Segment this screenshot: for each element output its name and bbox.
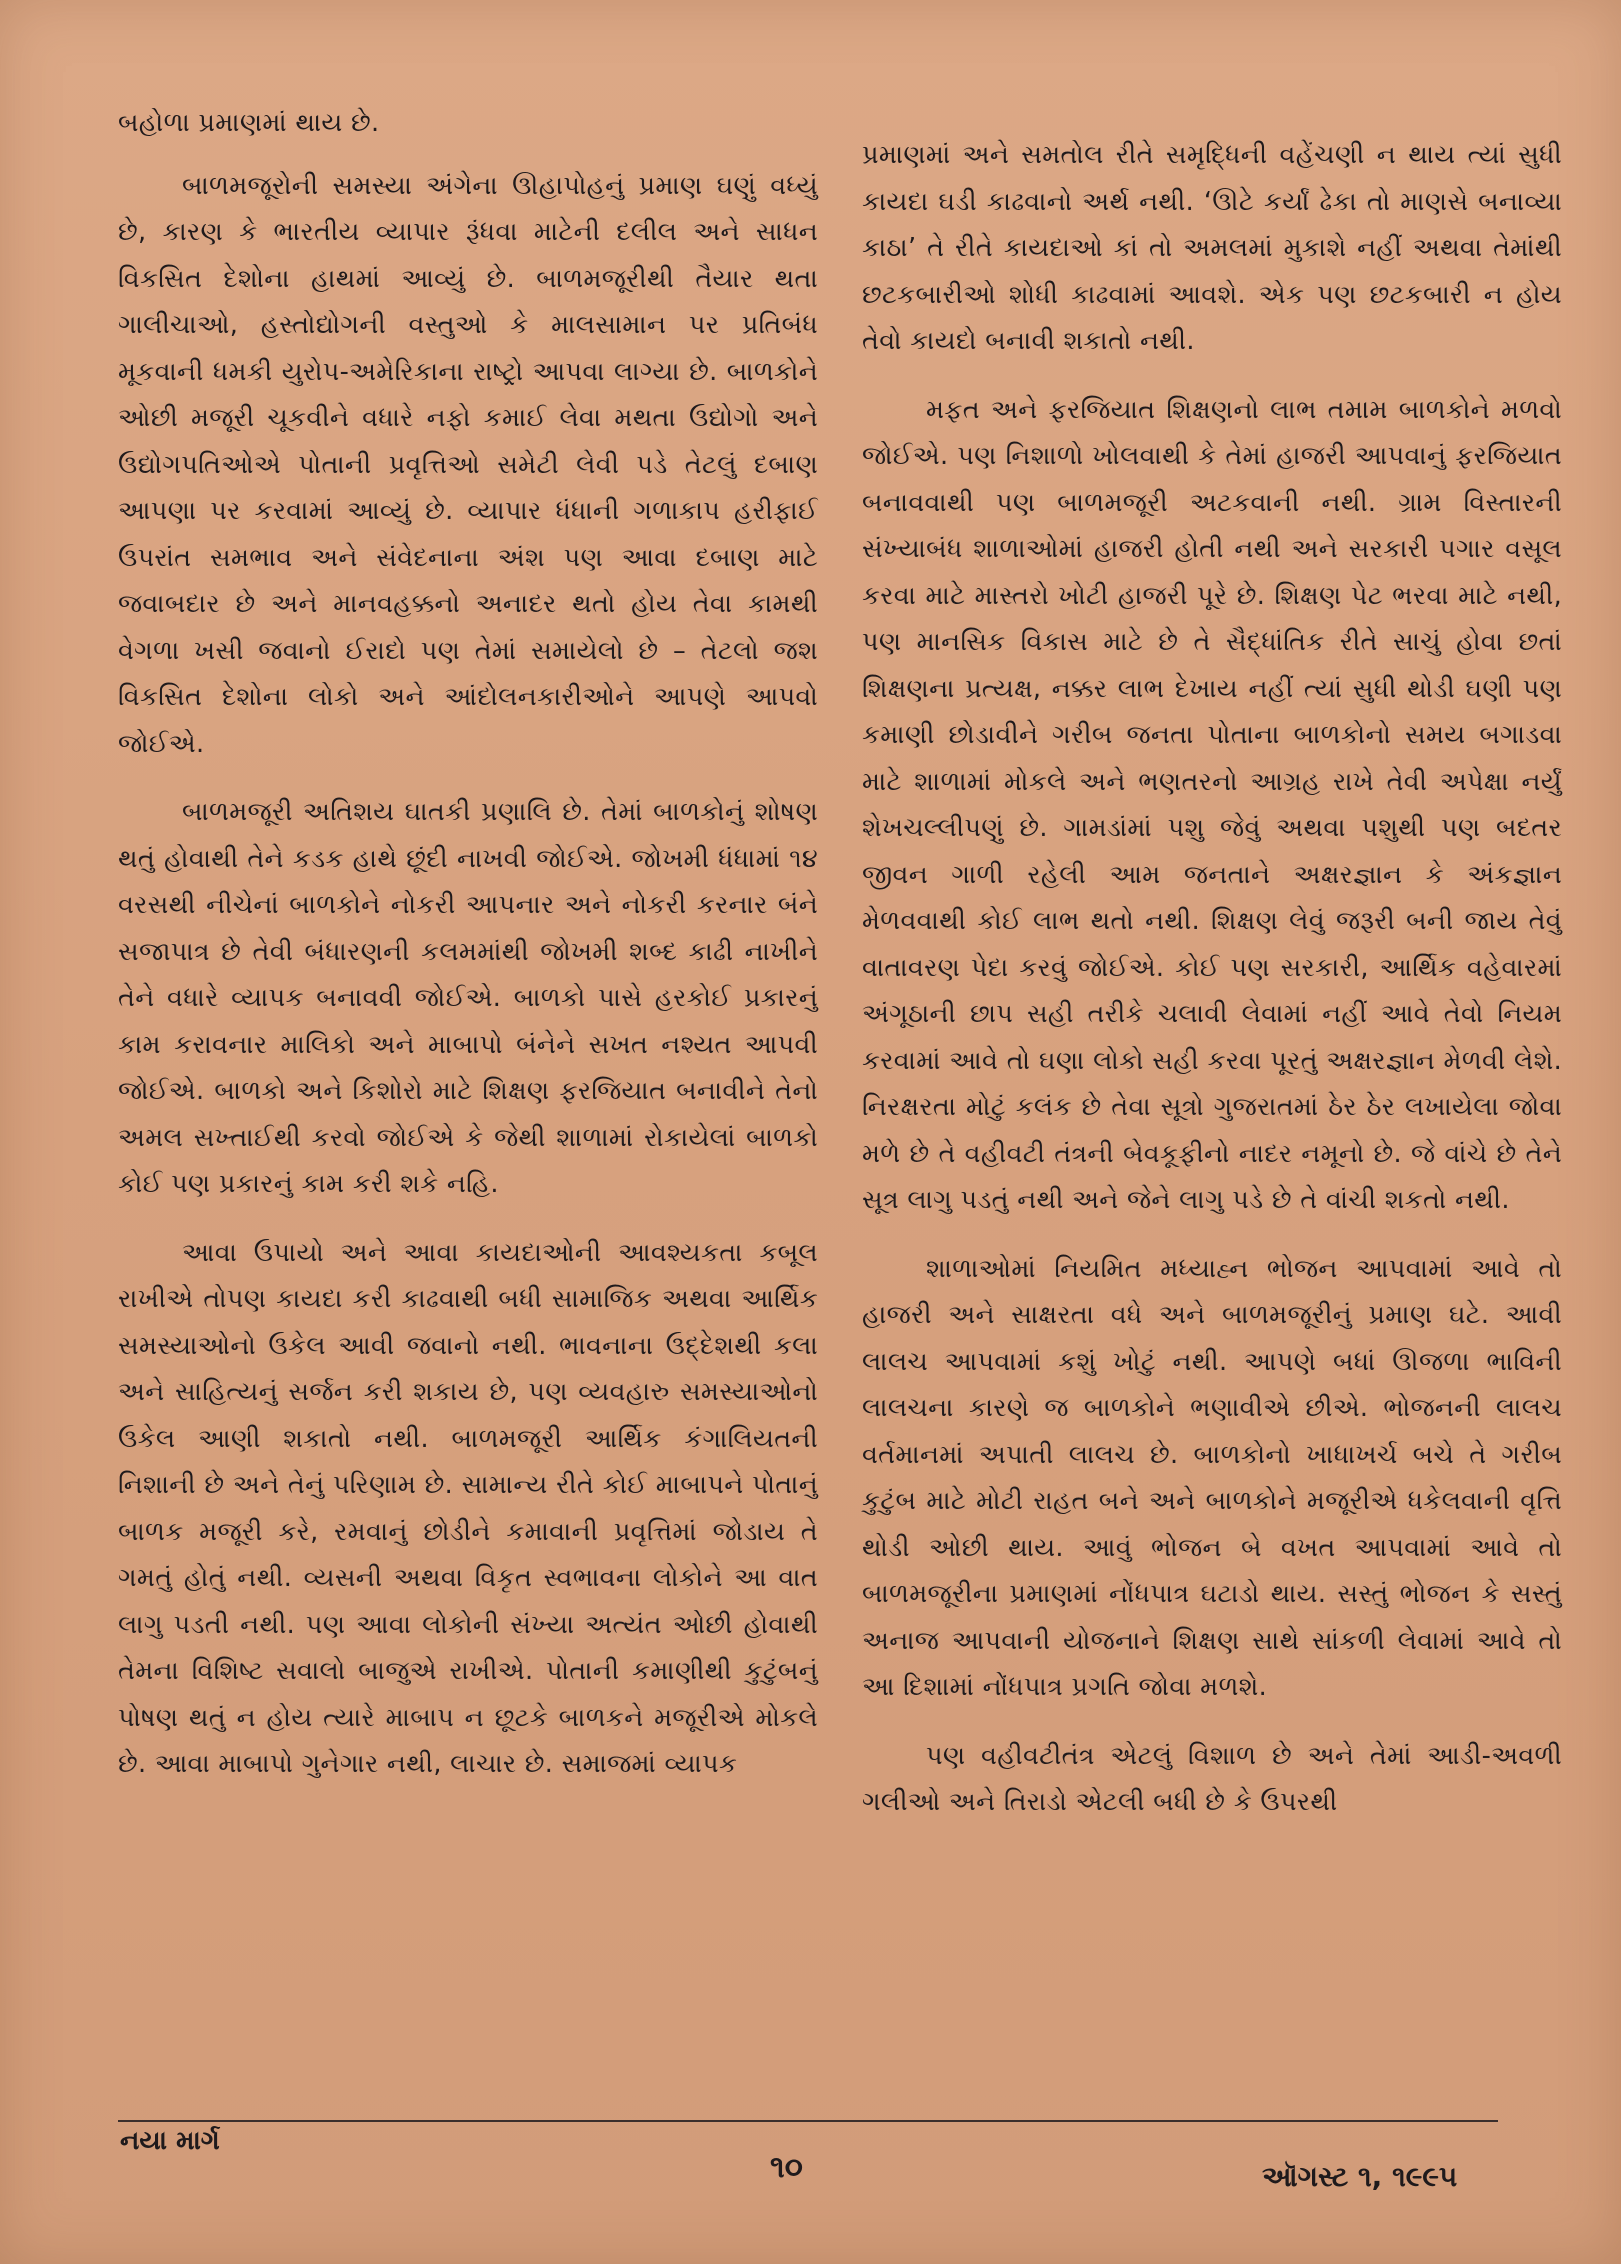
paragraph: બાળમજૂરી અતિશય ઘાતકી પ્રણાલિ છે. તેમાં બાળકોનું શોષણ થતું હોવાથી તેને કડક હાથે છૂંદી નાખવી જોઈએ. જોખમી ધંધામાં ૧૪ વરસથી નીચેનાં બાળકોને નોકરી આપનાર અને નોકરી કરનાર બંને સજાપાત્ર છે તેવી બંધારણની કલમમાંથી જોખમી શબ્દ કાઢી નાખીને તેને વધારે વ્યાપક બનાવવી જોઈએ. બાળકો પાસે હરકોઈ પ્રકારનું કામ કરાવનાર માલિકો અને માબાપો બંનેને સખત નશ્યત આપવી જોઈએ. બાળકો અને કિશોરો માટે શિક્ષણ ફરજિયાત બનાવીને તેનો અમલ સખ્તાઈથી કરવો જોઈએ કે જેથી શાળામાં રોકાયેલાં બાળકો કોઈ પણ પ્રકારનું કામ કરી શકે નહિ. bbox=[118, 797, 818, 1199]
paragraph: શાળાઓમાં નિયમિત મધ્યાહ્ન ભોજન આપવામાં આવે તો હાજરી અને સાક્ષરતા વધે અને બાળમજૂરીનું પ્રમાણ ઘટે. આવી લાલચ આપવામાં કશું ખોટું નથી. આપણે બધાં ઊજળા ભાવિની લાલચના કારણે જ બાળકોને ભણાવીએ છીએ. ભોજનની લાલચ વર્તમાનમાં અપાતી લાલચ છે. બાળકોનો ખાધાખર્ચ બચે તે ગરીબ કુટુંબ માટે મોટી રાહત બને અને બાળકોને મજૂરીએ ધકેલવાની વૃત્તિ થોડી ઓછી થાય. આવું ભોજન બે વખત આપવામાં આવે તો બાળમજૂરીના પ્રમાણમાં નોંધપાત્ર ઘટાડો થાય. સસ્તું ભોજન કે સસ્તું અનાજ આપવાની યોજનાને શિક્ષણ સાથે સાંકળી લેવામાં આવે તો આ દિશામાં નોંધપાત્ર પ્રગતિ જોવા મળશે. bbox=[862, 1253, 1562, 1702]
paragraph: બહોળા પ્રમાણમાં થાય છે. bbox=[118, 108, 380, 138]
page-number: ૧૦ bbox=[770, 2150, 803, 2185]
left-column bbox=[118, 100, 818, 1810]
issue-date: ઑગસ્ટ ૧, ૧૯૯૫ bbox=[1262, 2160, 1458, 2193]
footer-divider bbox=[118, 2120, 1498, 2122]
paragraph: બાળમજૂરોની સમસ્યા અંગેના ઊહાપોહનું પ્રમાણ ઘણું વધ્યું છે, કારણ કે ભારતીય વ્યાપાર રૂંધવા માટેની દલીલ અને સાધન વિકસિત દેશોના હાથમાં આવ્યું છે. બાળમજૂરીથી તૈયાર થતા ગાલીચાઓ, હસ્તોદ્યોગની વસ્તુઓ કે માલસામાન પર પ્રતિબંધ મૂકવાની ધમકી યુરોપ-અમેરિકાના રાષ્ટ્રો આપવા લાગ્યા છે. બાળકોને ઓછી મજૂરી ચૂકવીને વધારે નફો કમાઈ લેવા મથતા ઉદ્યોગો અને ઉદ્યોગપતિઓએ પોતાની પ્રવૃત્તિઓ સમેટી લેવી પડે તેટલું દબાણ આપણા પર કરવામાં આવ્યું છે. વ્યાપાર ધંધાની ગળાકાપ હરીફાઈ ઉપરાંત સમભાવ અને સંવેદનાના અંશ પણ આવા દબાણ માટે જવાબદાર છે અને માનવહક્કનો અનાદર થતો હોય તેવા કામથી વેગળા ખસી જવાનો ઈરાદો પણ તેમાં સમાયેલો છે – તેટલો જશ વિકસિત દેશોના લોકો અને આંદોલનકારીઓને આપણે આપવો જોઈએ. bbox=[118, 170, 818, 759]
paragraph: મફત અને ફરજિયાત શિક્ષણનો લાભ તમામ બાળકોને મળવો જોઈએ. પણ નિશાળો ખોલવાથી કે તેમાં હાજરી આપવાનું ફરજિયાત બનાવવાથી પણ બાળમજૂરી અટકવાની નથી. ગ્રામ વિસ્તારની સંખ્યાબંધ શાળાઓમાં હાજરી હોતી નથી અને સરકારી પગાર વસૂલ કરવા માટે માસ્તરો ખોટી હાજરી પૂરે છે. શિક્ષણ પેટ ભરવા માટે નથી, પણ માનસિક વિકાસ માટે છે તે સૈદ્ધાંતિક રીતે સાચું હોવા છતાં શિક્ષણના પ્રત્યક્ષ, નક્કર લાભ દેખાય નહીં ત્યાં સુધી થોડી ઘણી પણ કમાણી છોડાવીને ગરીબ જનતા પોતાના બાળકોનો સમય બગાડવા માટે શાળામાં મોકલે અને ભણતરનો આગ્રહ રાખે તેવી અપેક્ષા નર્યું શેખચલ્લીપણું છે. ગામડાંમાં પશુ જેવું અથવા પશુથી પણ બદતર જીવન ગાળી રહેલી આમ જનતાને અક્ષરજ્ઞાન કે અંકજ્ઞાન મેળવવાથી કોઈ લાભ થતો નથી. શિક્ષણ લેવું જરૂરી બની જાય તેવું વાતાવરણ પેદા કરવું જોઈએ. કોઈ પણ સરકારી, આર્થિક વહેવારમાં અંગૂઠાની છાપ સહી તરીકે ચલાવી લેવામાં નહીં આવે તેવો નિયમ કરવામાં આવે તો ઘણા લોકો સહી કરવા પૂરતું અક્ષરજ્ઞાન મેળવી લેશે. નિરક્ષરતા મોટું કલંક છે તેવા સૂત્રો ગુજરાતમાં ઠેર ઠેર લખાયેલા જોવા મળે છે તે વહીવટી તંત્રની બેવકૂફીનો નાદર નમૂનો છે. જે વાંચે છે તેને સૂત્ર લાગુ પડતું નથી અને જેને લાગુ પડે છે તે વાંચી શકતો નથી. bbox=[862, 394, 1562, 1215]
paragraph: આવા ઉપાયો અને આવા કાયદાઓની આવશ્યકતા કબૂલ રાખીએ તોપણ કાયદા કરી કાઢવાથી બધી સામાજિક અથવા આર્થિક સમસ્યાઓનો ઉકેલ આવી જવાનો નથી. ભાવનાના ઉદ્દેશથી કલા અને સાહિત્યનું સર્જન કરી શકાય છે, પણ વ્યવહારુ સમસ્યાઓનો ઉકેલ આણી શકાતો નથી. બાળમજૂરી આર્થિક કંગાલિયતની નિશાની છે અને તેનું પરિણામ છે. સામાન્ય રીતે કોઈ માબાપને પોતાનું બાળક મજૂરી કરે, રમવાનું છોડીને કમાવાની પ્રવૃત્તિમાં જોડાય તે ગમતું હોતું નથી. વ્યસની અથવા વિકૃત સ્વભાવના લોકોને આ વાત લાગુ પડતી નથી. પણ આવા લોકોની સંખ્યા અત્યંત ઓછી હોવાથી તેમના વિશિષ્ટ સવાલો બાજુએ રાખીએ. પોતાની કમાણીથી કુટુંબનું પોષણ થતું ન હોય ત્યારે માબાપ ન છૂટકે બાળકને મજૂરીએ મોકલે છે. આવા માબાપો ગુનેગાર નથી, લાચાર છે. સમાજમાં વ્યાપક bbox=[118, 1237, 818, 1779]
paragraph: પ્રમાણમાં અને સમતોલ રીતે સમૃદ્ધિની વહેંચણી ન થાય ત્યાં સુધી કાયદા ઘડી કાઢવાનો અર્થ નથી. ‘ઊટે કર્યાં ઢેકા તો માણસે બનાવ્યા કાઠા’ તે રીતે કાયદાઓ કાં તો અમલમાં મુકાશે નહીં અથવા તેમાંથી છટકબારીઓ શોધી કાઢવામાં આવશે. એક પણ છટકબારી ન હોય તેવો કાયદો બનાવી શકાતો નથી. bbox=[862, 140, 1562, 356]
paragraph: પણ વહીવટીતંત્ર એટલું વિશાળ છે અને તેમાં આડી-અવળી ગલીઓ અને તિરાડો એટલી બધી છે કે ઉપરથી bbox=[862, 1740, 1562, 1817]
publication-name: નયા માર્ગ bbox=[120, 2126, 220, 2156]
right-column bbox=[862, 132, 1562, 1848]
